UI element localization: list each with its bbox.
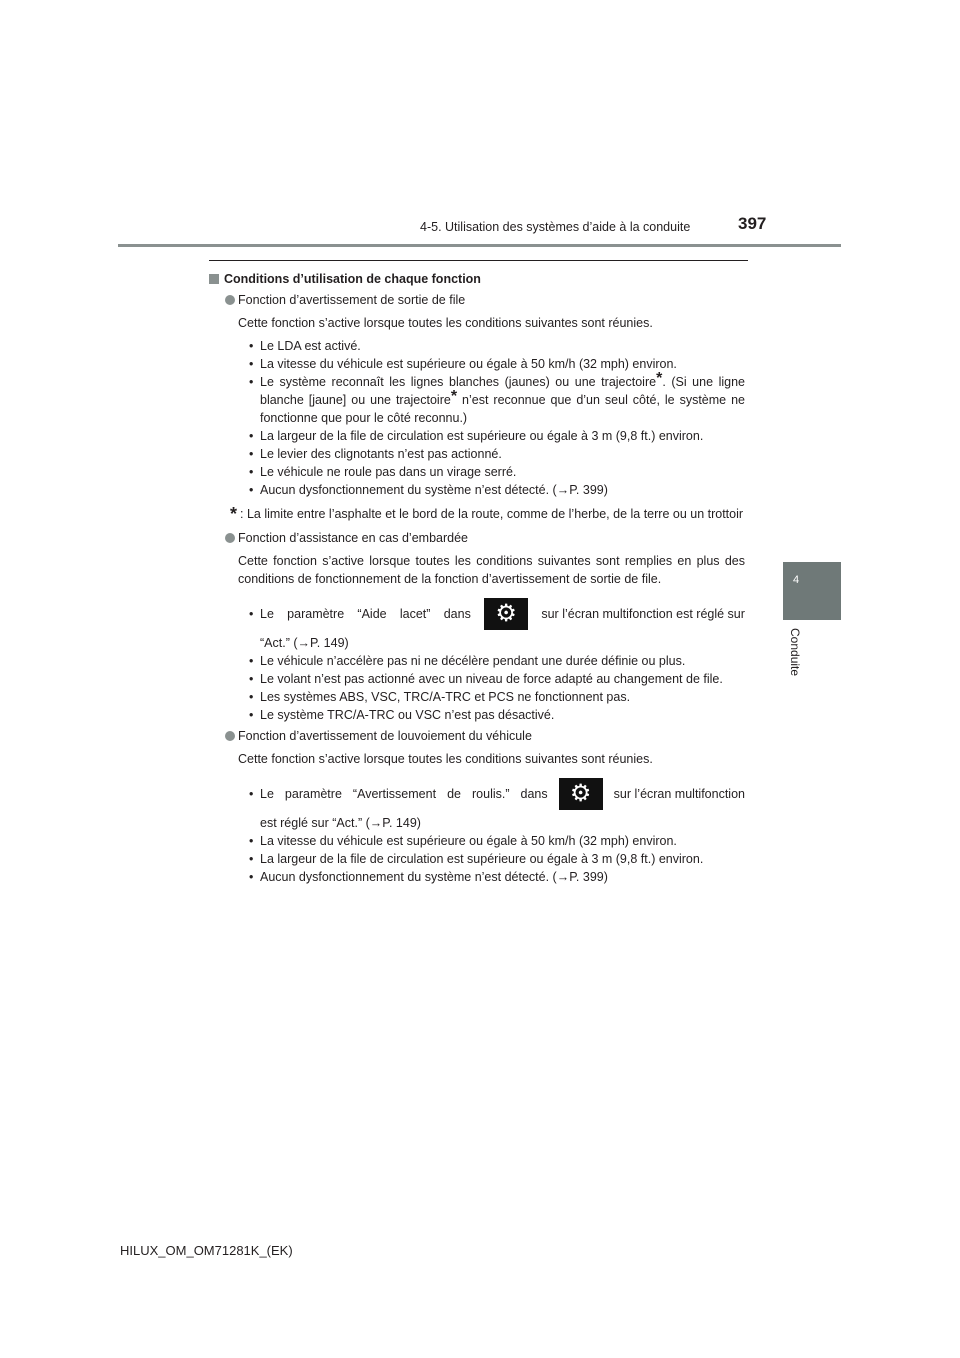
subsection-title — [225, 727, 745, 745]
item-text: Aucun dysfonctionnement du système n’est détecté. (→P. 399) — [260, 483, 608, 497]
item-text: Le véhicule ne roule pas dans un virage serré. — [260, 465, 517, 479]
item-text: Les systèmes ABS, VSC, TRC/A-TRC et PCS ne fonctionnent pas. — [260, 690, 631, 704]
square-bullet-icon — [209, 274, 219, 284]
item-text-part: Le système reconnaît les lignes blanches (jaunes) ou une trajectoire — [260, 375, 657, 389]
item-line — [260, 598, 745, 630]
list-item — [249, 427, 745, 445]
intro-paragraph: Cette fonction s’active lorsque toutes les conditions suivantes sont remplies en plus des conditions de fonctionnement de la fonction d’avertissement de sortie de file. — [238, 554, 745, 586]
section-rule — [209, 260, 748, 261]
section-heading — [209, 270, 745, 288]
item-text: La largeur de la file de circulation est supérieure ou égale à 3 m (9,8 ft.) environ. — [260, 429, 704, 443]
bullet-icon: • — [249, 690, 254, 704]
circle-bullet-icon — [225, 533, 235, 543]
item-word: “Aide — [357, 607, 387, 621]
chapter-label: Conduite — [788, 628, 802, 677]
bullet-icon: • — [249, 870, 254, 884]
list-item — [249, 481, 745, 499]
list-item — [249, 670, 745, 688]
bullet-icon: • — [249, 447, 254, 461]
item-word: sur l’écran multifonction — [613, 787, 745, 801]
item-text: La largeur de la file de circulation est supérieure ou égale à 3 m (9,8 ft.) environ. — [260, 852, 704, 866]
list-item — [249, 778, 745, 832]
bullet-icon: • — [249, 787, 254, 801]
item-text: est réglé sur “Act.” (→P. 149) — [260, 816, 421, 830]
subsection-title — [225, 291, 745, 309]
settings-gear-icon: ⚙ — [559, 778, 603, 810]
bullet-icon: • — [249, 607, 254, 621]
asterisk-icon: * — [230, 504, 238, 524]
item-text: Le volant n’est pas actionné avec un niveau de force adapté au changement de file. — [260, 672, 723, 686]
item-word: lacet” — [399, 607, 431, 621]
circle-bullet-icon — [225, 295, 235, 305]
subsection-title-text: Fonction d’avertissement de louvoiement du véhicule — [238, 729, 532, 743]
item-text-part: n’est reconnue que d’un seul côté, le système ne fonctionne que pour le côté reconnu.) — [260, 393, 745, 425]
footnote-text: : La limite entre l’asphalte et le bord de la route, comme de l’herbe, de la terre ou un trottoir — [240, 507, 744, 521]
item-word: paramètre — [287, 607, 345, 621]
item-text: Aucun dysfonctionnement du système n’est détecté. (→P. 399) — [260, 870, 608, 884]
chapter-tab[interactable] — [783, 562, 841, 620]
list-item — [249, 355, 745, 373]
header-rule — [118, 244, 841, 247]
bullet-icon: • — [249, 465, 254, 479]
subsection-title-text: Fonction d’assistance en cas d’embardée — [238, 531, 468, 545]
bullet-icon: • — [249, 483, 254, 497]
list-item — [249, 463, 745, 481]
list-item — [249, 688, 745, 706]
item-text: Le système TRC/A-TRC ou VSC n’est pas désactivé. — [260, 708, 555, 722]
list-item — [249, 652, 745, 670]
bullet-icon: • — [249, 672, 254, 686]
intro-paragraph: Cette fonction s’active lorsque toutes les conditions suivantes sont réunies. — [238, 752, 653, 766]
page-number: 397 — [738, 214, 767, 233]
item-text: Le levier des clignotants n’est pas actionné. — [260, 447, 502, 461]
item-word: Le — [260, 607, 274, 621]
asterisk-icon: * — [450, 388, 458, 405]
item-word: sur l’écran multifonction est réglé sur — [541, 607, 745, 621]
page-body — [209, 270, 745, 886]
bullet-icon: • — [249, 357, 254, 371]
subsection-title-text: Fonction d’avertissement de sortie de file — [238, 293, 466, 307]
list-item — [249, 850, 745, 868]
list-item — [249, 445, 745, 463]
document-footer: HILUX_OM_OM71281K_(EK) — [120, 1243, 293, 1258]
item-word: paramètre — [284, 787, 342, 801]
item-word: dans — [443, 607, 471, 621]
item-text-part: . (Si une ligne blanche [jaune] ou une trajectoire — [260, 375, 746, 407]
item-text: La vitesse du véhicule est supérieure ou égale à 50 km/h (32 mph) environ. — [260, 834, 677, 848]
bullet-icon: • — [249, 834, 254, 848]
item-word: Le — [260, 787, 274, 801]
item-text — [260, 370, 746, 427]
item-text: La vitesse du véhicule est supérieure ou égale à 50 km/h (32 mph) environ. — [260, 357, 677, 371]
bullet-icon: • — [249, 375, 254, 389]
list-item — [249, 598, 745, 652]
item-line — [260, 778, 745, 810]
item-word: “Avertissement — [352, 787, 437, 801]
list-item — [249, 832, 745, 850]
item-text: Le LDA est activé. — [260, 339, 361, 353]
chapter-number: 4 — [793, 574, 800, 586]
list-item — [249, 706, 745, 724]
bullet-icon: • — [249, 708, 254, 722]
bullet-icon: • — [249, 429, 254, 443]
intro-paragraph: Cette fonction s’active lorsque toutes les conditions suivantes sont réunies. — [238, 316, 653, 330]
section-header: 4-5. Utilisation des systèmes d’aide à la conduite — [420, 220, 691, 234]
heading-text: Conditions d’utilisation de chaque fonction — [224, 272, 481, 286]
asterisk-icon: * — [656, 370, 663, 387]
list-item — [249, 337, 745, 355]
item-text: Le véhicule n’accélère pas ni ne décélère pendant une durée définie ou plus. — [260, 654, 686, 668]
settings-gear-icon: ⚙ — [484, 598, 528, 630]
bullet-icon: • — [249, 339, 254, 353]
bullet-icon: • — [249, 654, 254, 668]
list-item — [249, 868, 745, 886]
item-word: de — [447, 787, 461, 801]
item-word: roulis.” — [472, 787, 510, 801]
circle-bullet-icon — [225, 731, 235, 741]
subsection-title — [225, 529, 745, 547]
bullet-icon: • — [249, 852, 254, 866]
footnote — [230, 505, 745, 523]
list-item — [249, 370, 746, 427]
item-text: “Act.” (→P. 149) — [260, 636, 349, 650]
item-word: dans — [520, 787, 548, 801]
